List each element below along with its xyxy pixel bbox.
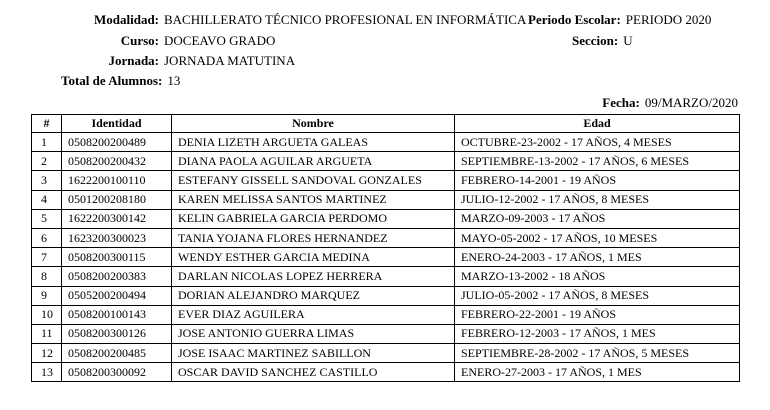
curso-field	[0, 33, 275, 49]
identidad-cell: 0501200208180	[62, 190, 172, 209]
row-number: 10	[32, 305, 62, 324]
nombre-cell: ESTEFANY GISSELL SANDOVAL GONZALES	[172, 171, 455, 190]
row-number: 6	[32, 228, 62, 247]
total-alumnos-label: Total de Alumnos:	[61, 73, 163, 88]
modalidad-field	[0, 12, 526, 28]
seccion-value: U	[623, 33, 633, 48]
identidad-cell: 1622200300142	[62, 209, 172, 228]
table-row	[32, 305, 740, 324]
periodo-label: Periodo Escolar:	[528, 12, 621, 27]
nombre-cell: WENDY ESTHER GARCIA MEDINA	[172, 248, 455, 267]
seccion-field	[572, 33, 633, 49]
identidad-cell: 0508200100143	[62, 305, 172, 324]
edad-cell: OCTUBRE-23-2002 - 17 AÑOS, 4 MESES	[455, 133, 740, 152]
periodo-field	[528, 12, 711, 28]
jornada-value: JORNADA MATUTINA	[164, 53, 296, 68]
edad-cell: JULIO-12-2002 - 17 AÑOS, 8 MESES	[455, 190, 740, 209]
edad-cell: FEBRERO-14-2001 - 19 AÑOS	[455, 171, 740, 190]
row-number: 3	[32, 171, 62, 190]
row-number: 13	[32, 363, 62, 382]
table-row	[32, 363, 740, 382]
edad-cell: ENERO-27-2003 - 17 AÑOS, 1 MES	[455, 363, 740, 382]
table-row	[32, 286, 740, 305]
nombre-cell: DORIAN ALEJANDRO MARQUEZ	[172, 286, 455, 305]
nombre-cell: DARLAN NICOLAS LOPEZ HERRERA	[172, 267, 455, 286]
edad-cell: MAYO-05-2002 - 17 AÑOS, 10 MESES	[455, 228, 740, 247]
table-row	[32, 324, 740, 343]
row-number: 11	[32, 324, 62, 343]
modalidad-value: BACHILLERATO TÉCNICO PROFESIONAL EN INFORMÁTICA	[164, 12, 527, 27]
edad-cell: SEPTIEMBRE-28-2002 - 17 AÑOS, 5 MESES	[455, 344, 740, 363]
nombre-cell: KAREN MELISSA SANTOS MARTINEZ	[172, 190, 455, 209]
identidad-cell: 0508200300092	[62, 363, 172, 382]
seccion-label: Seccion:	[572, 33, 619, 48]
nombre-cell: KELIN GABRIELA GARCIA PERDOMO	[172, 209, 455, 228]
fecha-label: Fecha:	[602, 95, 640, 110]
column-header-identidad: Identidad	[62, 115, 172, 133]
table-row	[32, 171, 740, 190]
nombre-cell: JOSE ANTONIO GUERRA LIMAS	[172, 324, 455, 343]
nombre-cell: TANIA YOJANA FLORES HERNANDEZ	[172, 228, 455, 247]
jornada-label: Jornada:	[108, 53, 159, 68]
identidad-cell: 1622200100110	[62, 171, 172, 190]
row-number: 9	[32, 286, 62, 305]
column-header-nombre: Nombre	[172, 115, 455, 133]
table-row	[32, 209, 740, 228]
table-row	[32, 152, 740, 171]
nombre-cell: JOSE ISAAC MARTINEZ SABILLON	[172, 344, 455, 363]
table-row	[32, 267, 740, 286]
row-number: 12	[32, 344, 62, 363]
identidad-cell: 0508200200432	[62, 152, 172, 171]
table-row	[32, 248, 740, 267]
table-row	[32, 344, 740, 363]
row-number: 4	[32, 190, 62, 209]
periodo-value: PERIODO 2020	[625, 12, 712, 27]
table-header-row	[32, 115, 740, 133]
table-row	[32, 228, 740, 247]
identidad-cell: 0508200300115	[62, 248, 172, 267]
edad-cell: MARZO-09-2003 - 17 AÑOS	[455, 209, 740, 228]
nombre-cell: DENIA LIZETH ARGUETA GALEAS	[172, 133, 455, 152]
identidad-cell: 0508200200383	[62, 267, 172, 286]
row-number: 2	[32, 152, 62, 171]
column-header-edad: Edad	[455, 115, 740, 133]
total-alumnos-value: 13	[167, 73, 181, 88]
curso-value: DOCEAVO GRADO	[164, 33, 276, 48]
fecha-field	[602, 95, 738, 111]
identidad-cell: 0508200300126	[62, 324, 172, 343]
jornada-field	[0, 53, 295, 69]
edad-cell: FEBRERO-22-2001 - 19 AÑOS	[455, 305, 740, 324]
edad-cell: ENERO-24-2003 - 17 AÑOS, 1 MES	[455, 248, 740, 267]
edad-cell: MARZO-13-2002 - 18 AÑOS	[455, 267, 740, 286]
edad-cell: JULIO-05-2002 - 17 AÑOS, 8 MESES	[455, 286, 740, 305]
edad-cell: SEPTIEMBRE-13-2002 - 17 AÑOS, 6 MESES	[455, 152, 740, 171]
row-number: 1	[32, 133, 62, 152]
table-row	[32, 190, 740, 209]
fecha-value: 09/MARZO/2020	[644, 95, 738, 110]
modalidad-label: Modalidad:	[93, 12, 159, 27]
identidad-cell: 0508200200485	[62, 344, 172, 363]
nombre-cell: DIANA PAOLA AGUILAR ARGUETA	[172, 152, 455, 171]
column-header-number: #	[32, 115, 62, 133]
row-number: 8	[32, 267, 62, 286]
identidad-cell: 1623200300023	[62, 228, 172, 247]
row-number: 5	[32, 209, 62, 228]
identidad-cell: 0505200200494	[62, 286, 172, 305]
identidad-cell: 0508200200489	[62, 133, 172, 152]
nombre-cell: EVER DIAZ AGUILERA	[172, 305, 455, 324]
edad-cell: FEBRERO-12-2003 - 17 AÑOS, 1 MES	[455, 324, 740, 343]
table-row	[32, 133, 740, 152]
students-table	[31, 114, 740, 382]
nombre-cell: OSCAR DAVID SANCHEZ CASTILLO	[172, 363, 455, 382]
curso-label: Curso:	[120, 33, 159, 48]
row-number: 7	[32, 248, 62, 267]
total-alumnos-field	[61, 73, 180, 89]
